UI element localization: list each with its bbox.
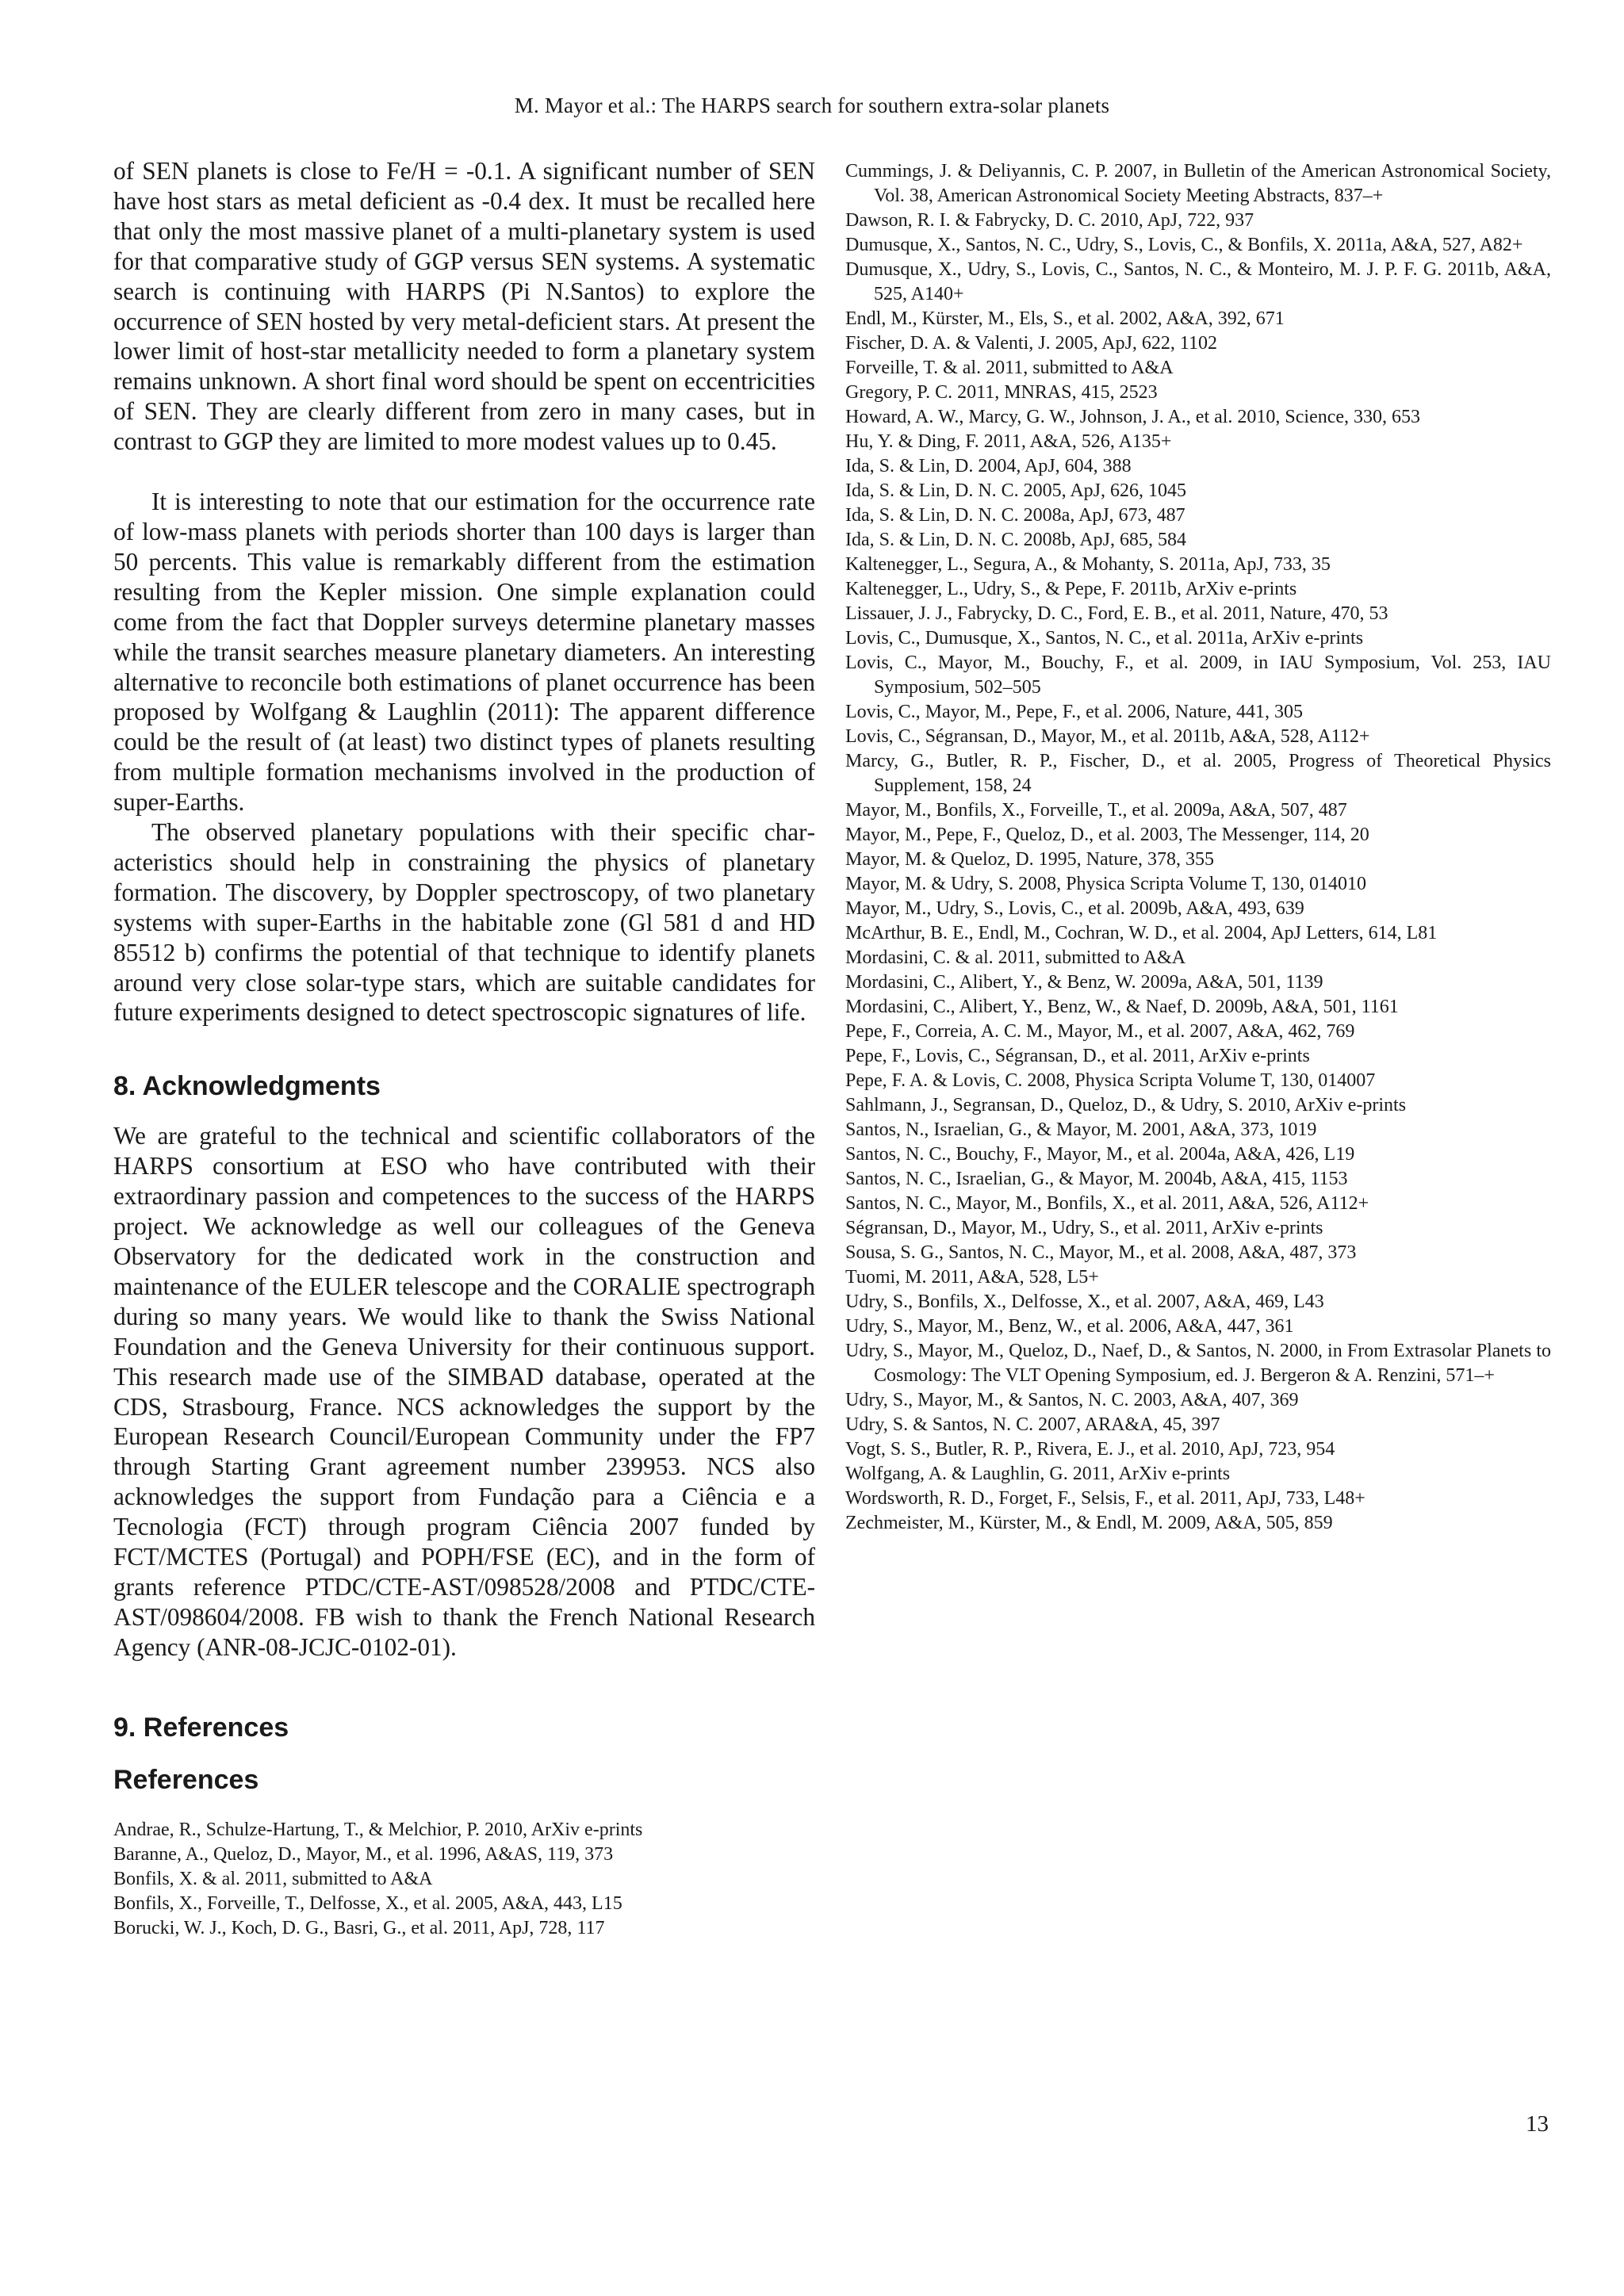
reference-entry: Lovis, C., Mayor, M., Bouchy, F., et al. 2009, in IAU Symposium, Vol. 253, IAU Symposium, 502–505 <box>845 652 1551 698</box>
right-column <box>845 159 1551 1536</box>
reference-entry: Tuomi, M. 2011, A&A, 528, L5+ <box>845 1267 1099 1288</box>
reference-entry: Kaltenegger, L., Udry, S., & Pepe, F. 2011b, ArXiv e-prints <box>845 579 1297 599</box>
running-header: M. Mayor et al.: The HARPS search for southern extra-solar planets <box>514 94 1110 117</box>
reference-entry: Udry, S., Mayor, M., Benz, W., et al. 2006, A&A, 447, 361 <box>845 1316 1294 1337</box>
reference-entry: Udry, S., Bonfils, X., Delfosse, X., et al. 2007, A&A, 469, L43 <box>845 1292 1324 1312</box>
reference-entry: Ida, S. & Lin, D. N. C. 2008b, ApJ, 685, 584 <box>845 530 1187 550</box>
reference-entry: Lovis, C., Ségransan, D., Mayor, M., et al. 2011b, A&A, 528, A112+ <box>845 726 1370 747</box>
reference-entry: Santos, N. C., Mayor, M., Bonfils, X., et al. 2011, A&A, 526, A112+ <box>845 1193 1369 1214</box>
references-heading: References <box>113 1764 259 1795</box>
reference-entry: Baranne, A., Queloz, D., Mayor, M., et al. 1996, A&AS, 119, 373 <box>113 1843 614 1865</box>
reference-entry: Santos, N., Israelian, G., & Mayor, M. 2001, A&A, 373, 1019 <box>845 1119 1317 1140</box>
reference-entry: Pepe, F., Correia, A. C. M., Mayor, M., et al. 2007, A&A, 462, 769 <box>845 1021 1355 1042</box>
reference-entry: Sahlmann, J., Segransan, D., Queloz, D., & Udry, S. 2010, ArXiv e-prints <box>845 1095 1407 1115</box>
reference-entry: Udry, S., Mayor, M., Queloz, D., Naef, D., & Santos, N. 2000, in From Extrasolar Planets to Cosmology: The VLT Opening Symposium, ed. J. Bergeron & A. Renzini, 571–+ <box>845 1341 1551 1386</box>
reference-entry: Ida, S. & Lin, D. N. C. 2008a, ApJ, 673, 487 <box>845 505 1185 526</box>
reference-entry: Ségransan, D., Mayor, M., Udry, S., et al. 2011, ArXiv e-prints <box>845 1218 1323 1238</box>
reference-entry: Santos, N. C., Bouchy, F., Mayor, M., et al. 2004a, A&A, 426, L19 <box>845 1144 1355 1165</box>
reference-entry: Mordasini, C., Alibert, Y., & Benz, W. 2009a, A&A, 501, 1139 <box>845 972 1323 993</box>
reference-entry: Mayor, M. & Queloz, D. 1995, Nature, 378, 355 <box>845 849 1214 870</box>
reference-entry: McArthur, B. E., Endl, M., Cochran, W. D., et al. 2004, ApJ Letters, 614, L81 <box>845 923 1438 943</box>
reference-list-left <box>113 1818 815 1941</box>
reference-entry: Mayor, M., Pepe, F., Queloz, D., et al. 2003, The Messenger, 114, 20 <box>845 825 1369 845</box>
reference-entry: Dumusque, X., Udry, S., Lovis, C., Santos, N. C., & Monteiro, M. J. P. F. G. 2011b, A&A, 525, A140+ <box>845 259 1551 304</box>
references-section-heading: 9. References <box>113 1712 289 1743</box>
reference-list-right <box>845 159 1551 1536</box>
reference-entry: Pepe, F. A. & Lovis, C. 2008, Physica Scripta Volume T, 130, 014007 <box>845 1070 1376 1091</box>
reference-entry: Wolfgang, A. & Laughlin, G. 2011, ArXiv e-prints <box>845 1464 1231 1484</box>
reference-entry: Bonfils, X., Forveille, T., Delfosse, X., et al. 2005, A&A, 443, L15 <box>113 1892 622 1914</box>
reference-entry: Zechmeister, M., Kürster, M., & Endl, M. 2009, A&A, 505, 859 <box>845 1513 1333 1533</box>
reference-entry: Kaltenegger, L., Segura, A., & Mohanty, S. 2011a, ApJ, 733, 35 <box>845 554 1331 575</box>
acknowledgments-heading: 8. Acknowledgments <box>113 1071 381 1102</box>
reference-entry: Endl, M., Kürster, M., Els, S., et al. 2002, A&A, 392, 671 <box>845 308 1285 329</box>
reference-entry: Andrae, R., Schulze-Hartung, T., & Melchior, P. 2010, ArXiv e-prints <box>113 1819 643 1840</box>
reference-entry: Udry, S., Mayor, M., & Santos, N. C. 2003, A&A, 407, 369 <box>845 1390 1299 1410</box>
acknowledgments-text: We are grateful to the technical and scientific collaborators of the HARPS consortium at ESO who have contributed with their extraordinary passion and competences to the success of the HARPS project. We acknowledge as well our colleagues of the Geneva Observatory for the dedicated work in the construction and maintenance of the EULER telescope and the CORALIE spectrograph during so many years. We would like to thank the Swiss National Foundation and the Geneva University for their continuous support. This research made use of the SIMBAD database, operated at the CDS, Strasbourg, France. NCS acknowledges the support by the European Research Council/European Community under the FP7 through Starting Grant agreement number 239953. NCS also acknowledges the support from Fundação para a Ciência e a Tecnologia (FCT) through program Ciência 2007 funded by FCT/MCTES (Portugal) and POPH/FSE (EC), and in the form of grants reference PTDC/CTE-AST/098528/2008 and PTDC/CTE-AST/098604/2008. FB wish to thank the French National Research Agency (ANR-08-JCJC-0102-01). <box>113 1122 815 1661</box>
reference-entry: Vogt, S. S., Butler, R. P., Rivera, E. J., et al. 2010, ApJ, 723, 954 <box>845 1439 1335 1460</box>
reference-entry: Sousa, S. G., Santos, N. C., Mayor, M., et al. 2008, A&A, 487, 373 <box>845 1242 1357 1263</box>
body-paragraph: The observed planetary populations with their specific characteristics should help in constraining the physics of planetary formation. The discovery, by Doppler spectroscopy, of two planetary systems with super-Earths in the habitable zone (Gl 581 d and HD 85512 b) confirms the potential of that technique to identify planets around very close solar-type stars, which are suitable candidates for future experiments designed to detect spectroscopic signatures of life. <box>113 818 815 1027</box>
reference-entry: Mordasini, C. & al. 2011, submitted to A&A <box>845 947 1186 968</box>
reference-entry: Ida, S. & Lin, D. 2004, ApJ, 604, 388 <box>845 456 1132 476</box>
reference-entry: Fischer, D. A. & Valenti, J. 2005, ApJ, 622, 1102 <box>845 333 1218 354</box>
reference-entry: Dawson, R. I. & Fabrycky, D. C. 2010, ApJ, 722, 937 <box>845 210 1254 231</box>
reference-entry: Cummings, J. & Deliyannis, C. P. 2007, in Bulletin of the American Astronomical Society, Vol. 38, American Astronomical Society Meeting Abstracts, 837–+ <box>845 161 1551 206</box>
reference-entry: Borucki, W. J., Koch, D. G., Basri, G., et al. 2011, ApJ, 728, 117 <box>113 1917 605 1938</box>
reference-entry: Lovis, C., Dumusque, X., Santos, N. C., et al. 2011a, ArXiv e-prints <box>845 628 1364 649</box>
reference-entry: Forveille, T. & al. 2011, submitted to A&A <box>845 358 1174 378</box>
reference-entry: Marcy, G., Butler, R. P., Fischer, D., et al. 2005, Progress of Theoretical Physics Supplement, 158, 24 <box>845 751 1551 796</box>
reference-entry: Mayor, M. & Udry, S. 2008, Physica Scripta Volume T, 130, 014010 <box>845 874 1367 894</box>
reference-entry: Lovis, C., Mayor, M., Pepe, F., et al. 2006, Nature, 441, 305 <box>845 702 1304 722</box>
reference-entry: Lissauer, J. J., Fabrycky, D. C., Ford, E. B., et al. 2011, Nature, 470, 53 <box>845 603 1388 624</box>
reference-entry: Mayor, M., Udry, S., Lovis, C., et al. 2009b, A&A, 493, 639 <box>845 898 1304 919</box>
reference-entry: Udry, S. & Santos, N. C. 2007, ARA&A, 45, 397 <box>845 1414 1220 1435</box>
reference-entry: Mayor, M., Bonfils, X., Forveille, T., et al. 2009a, A&A, 507, 487 <box>845 800 1347 821</box>
reference-entry: Ida, S. & Lin, D. N. C. 2005, ApJ, 626, 1045 <box>845 480 1187 501</box>
reference-entry: Howard, A. W., Marcy, G. W., Johnson, J. A., et al. 2010, Science, 330, 653 <box>845 407 1421 427</box>
body-paragraph: of SEN planets is close to Fe/H = -0.1. A significant number of SEN have host stars as metal deficient as -0.4 dex. It must be recalled here that only the most massive planet of a multi-planetary system is used for that comparative study of GGP versus SEN systems. A systematic search is continuing with HARPS (Pi N.Santos) to explore the occurrence of SEN hosted by very metal-deficient stars. At present the lower limit of host-star metallicity needed to form a planetary system remains unknown. A short final word should be spent on eccentricities of SEN. They are clearly different from zero in many cases, but in contrast to GGP they are limited to more modest values up to 0.45. <box>113 157 815 456</box>
reference-entry: Hu, Y. & Ding, F. 2011, A&A, 526, A135+ <box>845 431 1172 452</box>
reference-entry: Wordsworth, R. D., Forget, F., Selsis, F., et al. 2011, ApJ, 733, L48+ <box>845 1488 1365 1509</box>
reference-entry: Santos, N. C., Israelian, G., & Mayor, M. 2004b, A&A, 415, 1153 <box>845 1169 1348 1189</box>
left-column <box>113 156 815 1941</box>
reference-entry: Bonfils, X. & al. 2011, submitted to A&A <box>113 1868 433 1889</box>
reference-entry: Dumusque, X., Santos, N. C., Udry, S., Lovis, C., & Bonfils, X. 2011a, A&A, 527, A82+ <box>845 235 1523 255</box>
body-paragraph: It is interesting to note that our estimation for the occurrence rate of low-mass planets with periods shorter than 100 days is larger than 50 percents. This value is remarkably different from the estimation resulting from the Kepler mission. One simple explanation could come from the fact that Doppler surveys determine planetary masses while the transit searches measure planetary diameters. An interesting alternative to reconcile both estimations of planet occurrence has been proposed by Wolfgang & Laughlin (2011): The apparent difference could be the result of (at least) two distinct types of planets resulting from multiple formation mechanisms involved in the production of super-Earths. <box>113 488 815 817</box>
reference-entry: Pepe, F., Lovis, C., Ségransan, D., et al. 2011, ArXiv e-prints <box>845 1046 1310 1066</box>
reference-entry: Gregory, P. C. 2011, MNRAS, 415, 2523 <box>845 382 1158 403</box>
page-number: 13 <box>1526 2111 1549 2137</box>
reference-entry: Mordasini, C., Alibert, Y., Benz, W., & Naef, D. 2009b, A&A, 501, 1161 <box>845 997 1399 1017</box>
